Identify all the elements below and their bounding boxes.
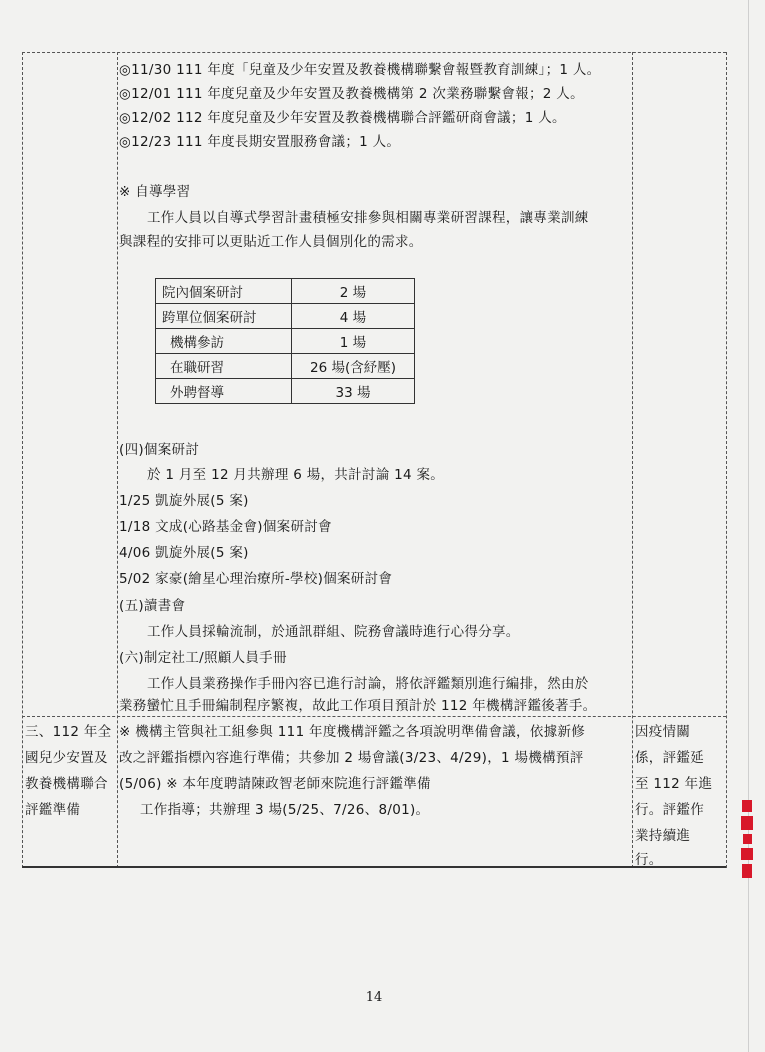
self-study-para: 工作人員以自導式學習計畫積極安排參與相關專業研習課程，讓專業訓練 xyxy=(147,210,589,226)
table-cell-label: 機構參訪 xyxy=(156,329,292,354)
page-edge-line xyxy=(748,0,749,1052)
manual-text: 工作人員業務操作手冊內容已進行討論，將依評鑑類別進行編排，然由於 xyxy=(147,676,589,692)
case-study-item: 5/02 家豪(繪星心理治療所-學校)個案研討會 xyxy=(119,571,393,587)
manual-text: 業務蠻忙且手冊編制程序繁複，故此工作項目預計於 112 年機構評鑑後著手。 xyxy=(119,698,597,714)
page-number: 14 xyxy=(365,990,383,1005)
event-line: ◎12/01 111 年度兒童及少年安置及教養機構第 2 次業務聯繫會報；2 人。 xyxy=(119,86,584,102)
event-line: ◎11/30 111 年度「兒童及少年安置及教養機構聯繫會報暨教育訓練」；1 人。 xyxy=(119,62,601,78)
seal-stamp xyxy=(740,800,754,878)
training-stats-table xyxy=(155,278,415,404)
section3-title-line: 評鑑準備 xyxy=(25,802,81,818)
section3-content-line: 工作指導；共辦理 3 場(5/25、7/26、8/01)。 xyxy=(140,802,430,818)
section3-note-line: 至 112 年進 xyxy=(635,776,713,792)
section3-note-line: 因疫情關 xyxy=(635,724,691,740)
table-row xyxy=(156,379,415,404)
section3-note-line: 係，評鑑延 xyxy=(635,750,704,766)
table-row xyxy=(156,329,415,354)
section3-note-line: 業持續進 xyxy=(635,828,691,844)
table-cell-label: 在職研習 xyxy=(156,354,292,379)
section3-note-line: 行。評鑑作 xyxy=(635,802,704,818)
case-study-item: 4/06 凱旋外展(5 案) xyxy=(119,545,249,561)
section3-title-line: 國兒少安置及 xyxy=(25,750,108,766)
case-study-item: 1/25 凱旋外展(5 案) xyxy=(119,493,249,509)
section3-content-line: 改之評鑑指標內容進行準備；共參加 2 場會議(3/23、4/29)，1 場機構預評 xyxy=(119,750,584,766)
section3-content-line: ※ 機構主管與社工組參與 111 年度機構評鑑之各項說明準備會議，依據新修 xyxy=(119,724,586,740)
self-study-para: 與課程的安排可以更貼近工作人員個別化的需求。 xyxy=(119,234,423,250)
table-cell-label: 跨單位個案研討 xyxy=(156,304,292,329)
table-cell-value: 26 場(含紓壓) xyxy=(292,354,415,379)
section3-title-line: 教養機構聯合 xyxy=(25,776,108,792)
book-club-heading: (五)讀書會 xyxy=(119,598,186,614)
case-study-heading: (四)個案研討 xyxy=(119,442,200,458)
self-study-heading: ※ 自導學習 xyxy=(119,184,191,200)
table-row xyxy=(156,304,415,329)
section3-title-line: 三、112 年全 xyxy=(25,724,112,740)
event-line: ◎12/02 112 年度兒童及少年安置及教養機構聯合評鑑研商會議；1 人。 xyxy=(119,110,566,126)
table-cell-label: 院內個案研討 xyxy=(156,279,292,304)
case-study-item: 1/18 文成(心路基金會)個案研討會 xyxy=(119,519,332,535)
book-club-text: 工作人員採輪流制，於通訊群組、院務會議時進行心得分享。 xyxy=(147,624,520,640)
section3-content-line: (5/06) ※ 本年度聘請陳政智老師來院進行評鑑準備 xyxy=(119,776,431,792)
table-cell-value: 2 場 xyxy=(292,279,415,304)
event-line: ◎12/23 111 年度長期安置服務會議；1 人。 xyxy=(119,134,401,150)
case-study-intro: 於 1 月至 12 月共辦理 6 場，共計討論 14 案。 xyxy=(147,467,445,483)
table-row xyxy=(156,354,415,379)
section3-note-line: 行。 xyxy=(635,852,663,868)
manual-heading: (六)制定社工/照顧人員手冊 xyxy=(119,650,287,666)
table-cell-label: 外聘督導 xyxy=(156,379,292,404)
table-cell-value: 33 場 xyxy=(292,379,415,404)
table-cell-value: 1 場 xyxy=(292,329,415,354)
table-row xyxy=(156,279,415,304)
table-cell-value: 4 場 xyxy=(292,304,415,329)
